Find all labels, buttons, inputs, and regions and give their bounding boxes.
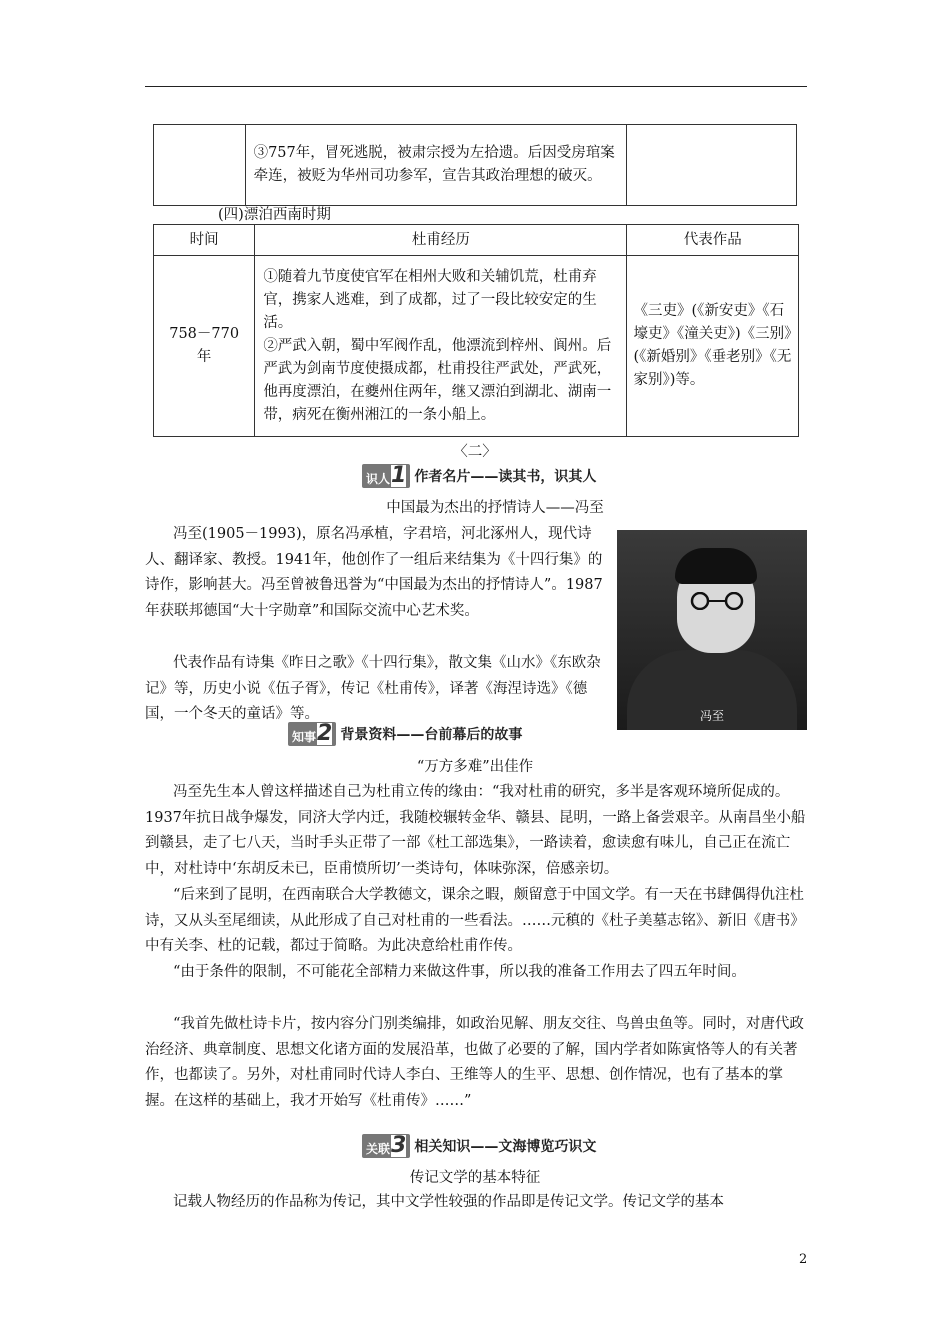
section-banner-1	[362, 464, 596, 488]
experience-item-2: ②严武入朝，蜀中军阀作乱，他漂流到梓州、阆州。后严武为剑南节度使摄成都，杜甫投往严武处，严武死，他再度漂泊，在夔州住两年，继又漂泊到湖北、湖南一带，病死在衡州湘江的一条小船上。	[263, 337, 612, 423]
badge-label: 关联	[366, 1142, 391, 1156]
table-cell-works	[626, 125, 796, 206]
header-experience: 杜甫经历	[255, 225, 627, 256]
paragraph: 冯至(1905－1993)，原名冯承植，字君培，河北涿州人，现代诗人、翻译家、教授。1941年，他创作了一组后来结集为《十四行集》的诗作，影响甚大。冯至曾被鲁迅誉为“中国最为杰出的抒情诗人”。1987年获联邦德国“大十字勋章”和国际交流中心艺术奖。	[145, 526, 603, 619]
badge-number: 2	[317, 721, 333, 746]
table-cell-time	[154, 125, 246, 206]
paragraph: “后来到了昆明，在西南联合大学教德文，课余之暇，颇留意于中国文学。有一天在书肆偶得仇注杜诗，又从头至尾细读，从此形成了自己对杜甫的一些看法。……元稹的《杜子美墓志铭》、新旧《唐书》中有关李、杜的记载，都过于简略。为此决意给杜甫作传。	[145, 887, 805, 955]
header-rule	[145, 86, 807, 87]
table-period-4	[153, 224, 799, 437]
section-banner-3	[362, 1134, 596, 1158]
cell-time: 758－770年	[154, 256, 255, 437]
part-label: 〈二〉	[453, 444, 497, 460]
cell-experience	[255, 256, 627, 437]
badge-number: 3	[391, 1133, 407, 1158]
portrait-hair	[675, 548, 757, 584]
photo-caption: 冯至	[699, 709, 724, 723]
header-time: 时间	[154, 225, 255, 256]
paragraph: “由于条件的限制，不可能花全部精力来做这件事，所以我的准备工作用去了四五年时间。	[173, 964, 746, 980]
section-title: 相关知识——文海博览巧识文	[414, 1139, 597, 1155]
section-badge	[362, 1134, 410, 1158]
experience-item-1: ①随着九节度使官军在相州大败和关辅饥荒，杜甫弃官，携家人逃难，到了成都，过了一段比较安定的生活。	[263, 268, 597, 331]
section-badge	[362, 464, 410, 488]
section-badge	[288, 722, 336, 746]
badge-label: 知事	[292, 730, 317, 744]
paragraph: 冯至先生本人曾这样描述自己为杜甫立传的缘由：“我对杜甫的研究，多半是客观环境所促成的。1937年抗日战争爆发，同济大学内迁，我随校辗转金华、赣县、昆明，一路上备尝艰辛。从南昌坐小船到赣县，走了七八天，当时手头正带了一部《杜工部选集》，一路读着，愈读愈有味儿，自己正在流亡中，对杜诗中‘东胡反未已，臣甫愤所切’一类诗句，体味弥深，倍感亲切。	[145, 784, 806, 877]
paragraph: “我首先做杜诗卡片，按内容分门别类编排，如政治见解、朋友交往、鸟兽虫鱼等。同时，对唐代政治经济、典章制度、思想文化诸方面的发展沿革，也做了必要的了解，国内学者如陈寅恪等人的有关著作，也都读了。另外，对杜甫同时代诗人李白、王维等人的生平、思想、创作情况，也有了基本的掌握。在这样的基础上，我才开始写《杜甫传》……”	[145, 1016, 804, 1109]
section-subtitle: “万方多难”出佳作	[416, 759, 534, 775]
cell-works: 《三吏》(《新安吏》《石壕吏》《潼关吏》)《三别》(《新婚别》《垂老别》《无家别》)等。	[627, 256, 799, 437]
portrait-photo	[617, 530, 807, 730]
table-cell-experience: ③757年，冒死逃脱，被肃宗授为左拾遗。后因受房琯案牵连，被贬为华州司功参军，宣告其政治理想的破灭。	[245, 125, 626, 206]
section-banner-2	[288, 722, 522, 746]
paragraph: 记载人物经历的作品称为传记，其中文学性较强的作品即是传记文学。传记文学的基本	[173, 1194, 724, 1210]
table-row	[154, 256, 799, 437]
section-title: 作者名片——读其书，识其人	[414, 469, 597, 485]
section-title: 背景资料——台前幕后的故事	[340, 727, 523, 743]
header-works: 代表作品	[627, 225, 799, 256]
page-number: 2	[799, 1252, 808, 1267]
badge-number: 1	[391, 463, 407, 488]
section-subtitle: 传记文学的基本特征	[409, 1170, 541, 1186]
table-period-3-tail	[153, 124, 797, 206]
section-subtitle: 中国最为杰出的抒情诗人——冯至	[386, 500, 604, 516]
table-header-row	[154, 225, 799, 256]
paragraph: 代表作品有诗集《昨日之歌》《十四行集》，散文集《山水》《东欧杂记》等，历史小说《伍子胥》，传记《杜甫传》，译著《海涅诗选》《德国，一个冬天的童话》等。	[145, 655, 601, 723]
glasses-icon	[685, 592, 749, 610]
section-title-period-4: (四)漂泊西南时期	[218, 207, 331, 223]
table-row	[154, 125, 797, 206]
badge-label: 识人	[366, 472, 391, 486]
